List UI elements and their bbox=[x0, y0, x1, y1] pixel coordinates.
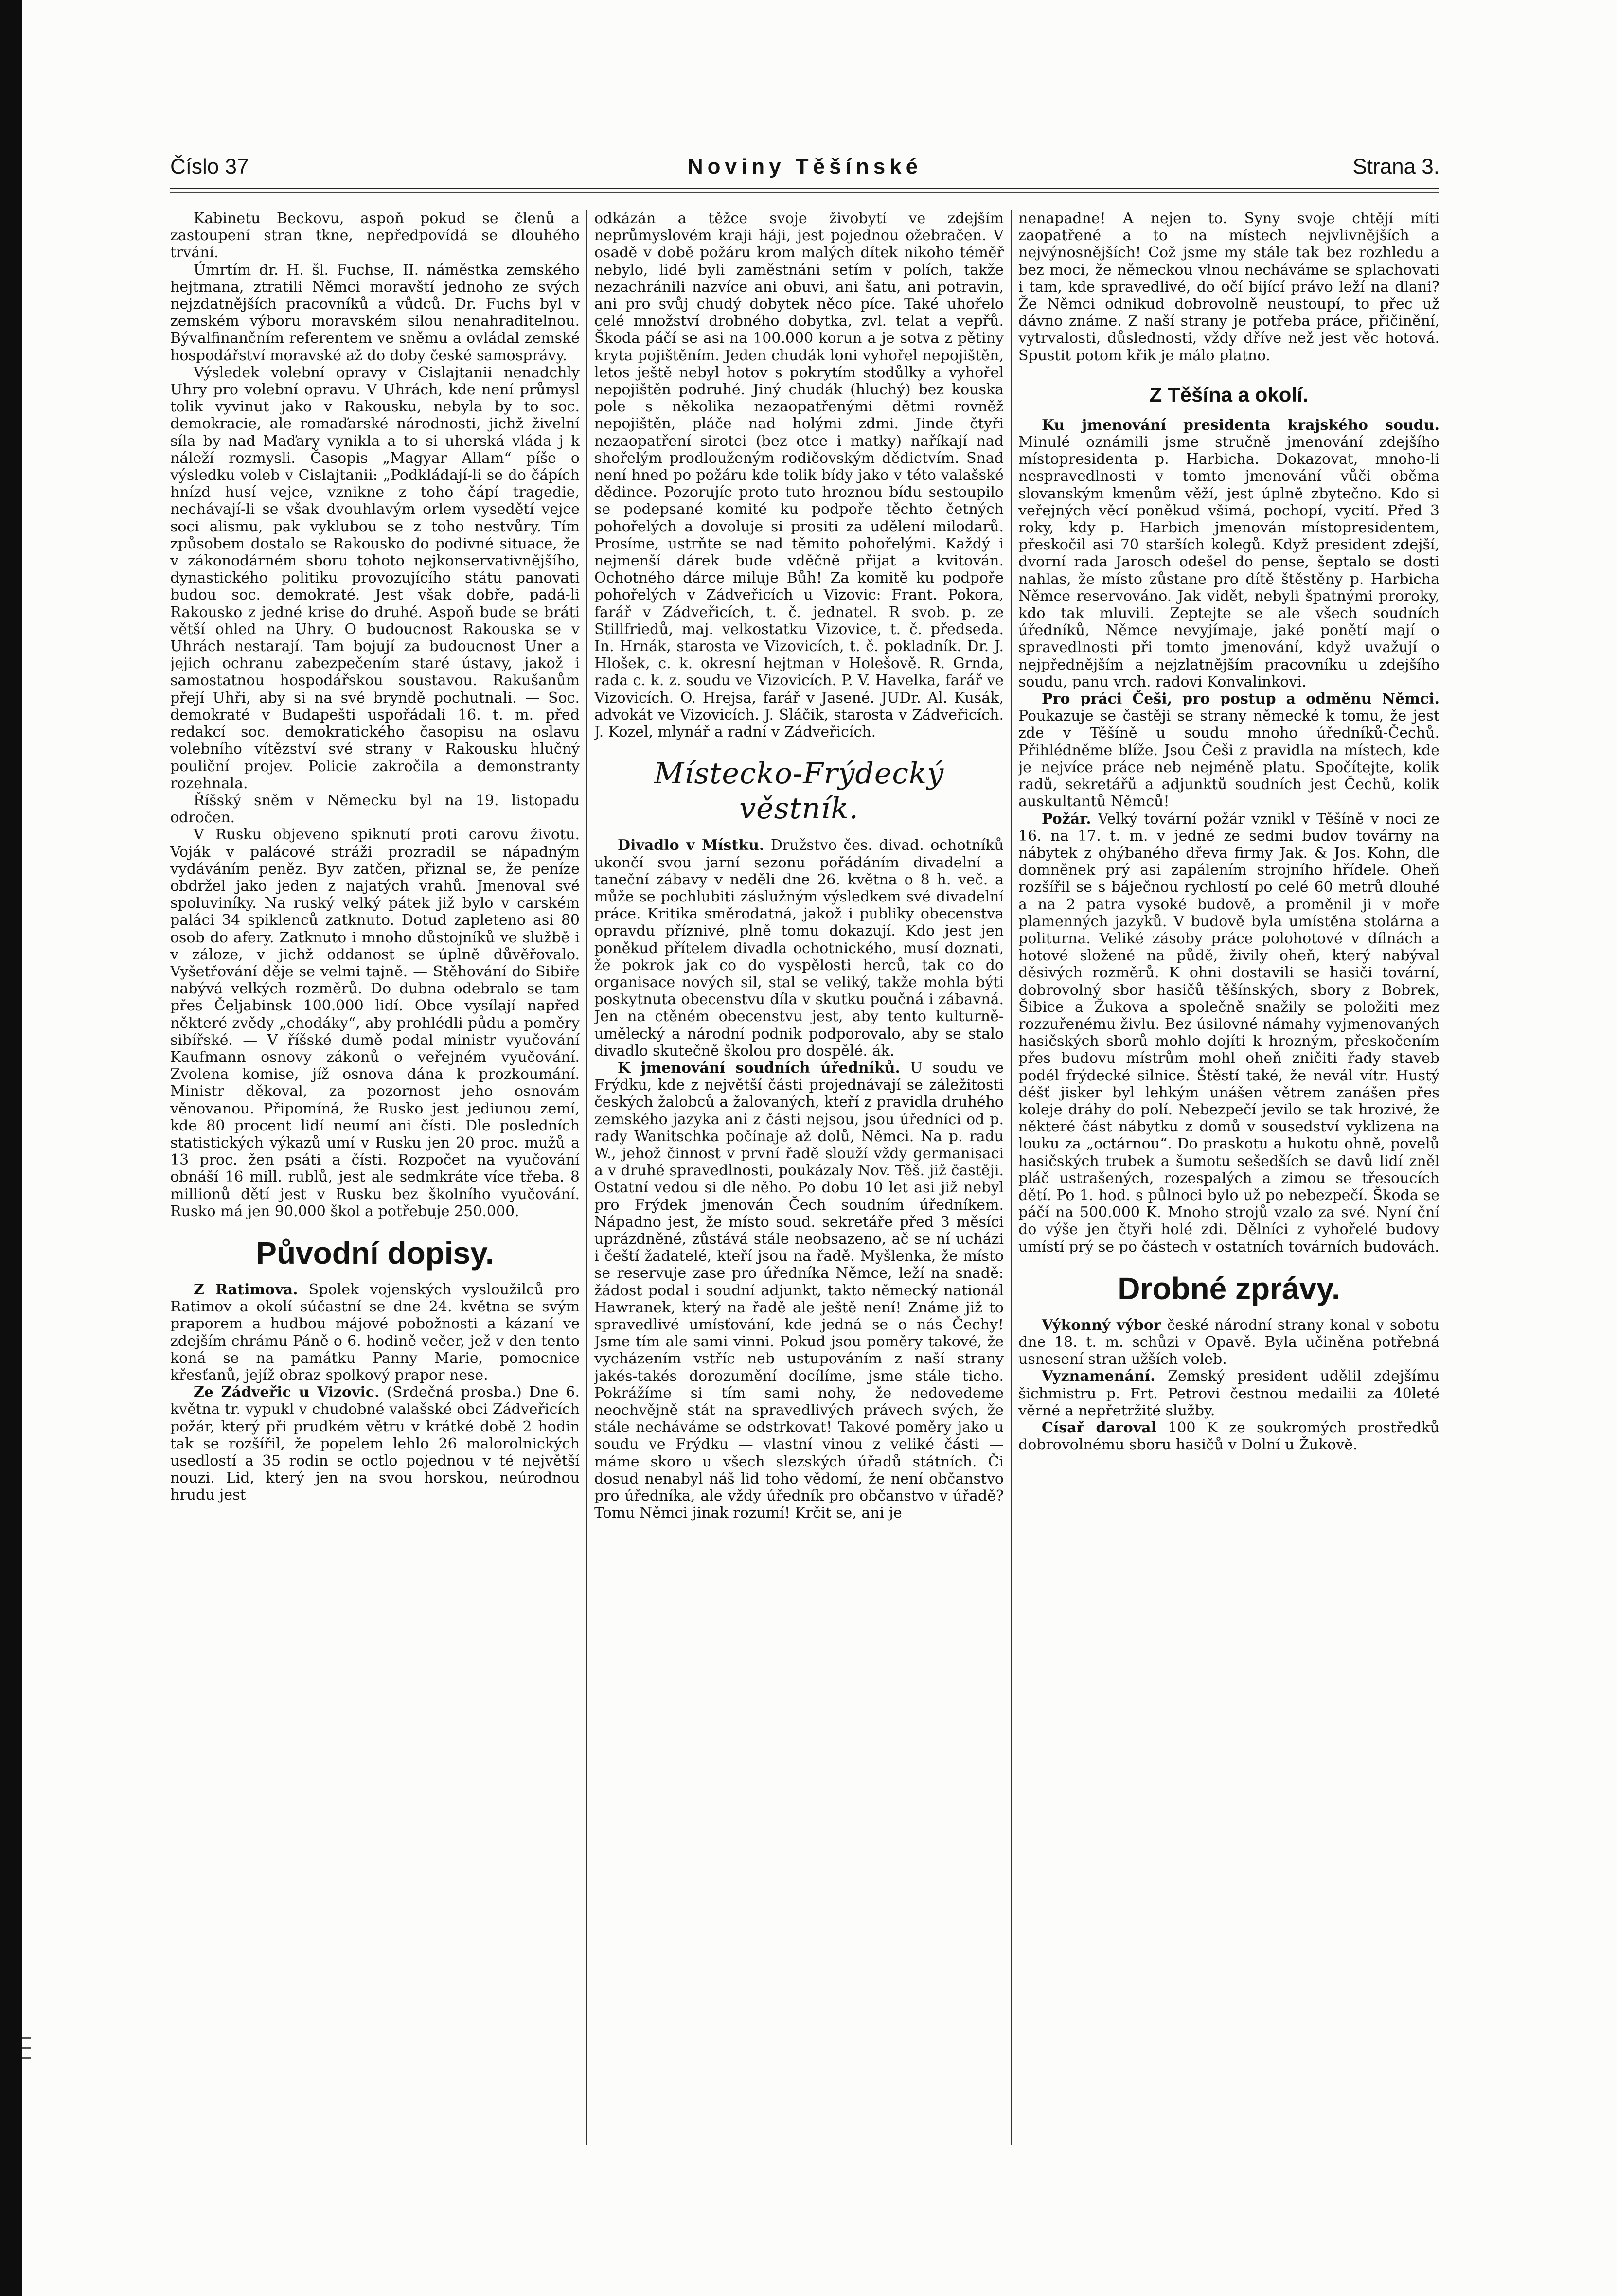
article-body: Minulé oznámili jsme stručně jmenování zdejšího místopresidenta p. Harbicha. Dokazovat, mnoho-li nespravedlnosti v tomto jmenování vůči oběma slovanským kmenům věží, jest úplně zbytečno. Kdo si veřejných věcí poněkud všimá, pochopí, vycití. Před 3 roky, kdy p. Harbich jmenován místopresidentem, přeskočil asi 70 starších kolegů. Když president zdejší, dvorní rada Jarosch odešel do pense, šeptalo se dosti nahlas, že místo zůstane pro dítě štěstěny p. Harbicha Němce reservováno. Jak vidět, nebyli špatnými proroky, kdo tak mluvili. Zeptejte se ale všech soudních úředníků, Němce nevyjímaje, jaké ponětí mají o spravedlnosti při tomto jmenování, když uvažují o nejpřednějším a nejzlatnějším pracovníku u zdejšího soudu, panu vrch. radovi Konvalinkovi. bbox=[1018, 434, 1439, 690]
column-2 bbox=[594, 210, 1004, 2155]
article-title: Ze Zádveřic u Vizovic. bbox=[194, 1384, 380, 1401]
article-ratimov bbox=[170, 1281, 580, 1384]
scan-tick bbox=[22, 2037, 31, 2039]
article-cisar bbox=[1018, 1419, 1439, 1453]
article-title: Císař daroval bbox=[1042, 1419, 1157, 1436]
scan-tick bbox=[22, 2057, 31, 2059]
article-title: Divadlo v Místku. bbox=[618, 837, 764, 854]
article-title: Ku jmenování presidenta krajského soudu. bbox=[1042, 416, 1439, 434]
page-header bbox=[170, 155, 1439, 184]
paragraph: Úmrtím dr. H. šl. Fuchse, II. náměstka zemského hejtmana, ztratili Němci moravští jednoho ze svých nejzdatnějších pracovníků a vůdců. Dr. Fuchs byl v zemském výboru moravském silou nenahraditelnou. Bývalfinančním referentem ve sněmu a ovládal zemské hospodářství moravské až do doby české samosprávy. bbox=[170, 261, 580, 364]
page-number: Strana 3. bbox=[1352, 155, 1439, 178]
article-body: Spolek vojenských vysloužilců pro Ratimov a okolí súčastní se dne 24. května se svým praporem a hudbou májové pobožnosti a kázaní ve zdejším chrámu Páně o 6. hodině večer, jež v den tento koná se na památku Panny Marie, pomocnice křesťanů, jejíž obraz spolkový prapor nese. bbox=[170, 1281, 580, 1384]
article-body: (Srdečná prosba.) Dne 6. května tr. vypukl v chudobné valašské obci Zádveřicích požár, který při prudkém větru v krátké době 2 hodin tak se rozšířil, že popelem lehlo 26 malorolnických usedlostí a 35 rodin se octlo pojednou v té největší nouzi. Lid, který jen na svou horskou, neúrodnou hrudu jest bbox=[170, 1384, 580, 1504]
column-divider bbox=[1011, 210, 1012, 2145]
paragraph: Výsledek volební opravy v Cislajtanii nenadchly Uhry pro volební opravu. V Uhrách, kde není průmysl tolik vyvinut jako v Rakousku, nebyla by to soc. demokracie, ale romaďarské národnosti, jichž živelní síla by nad Maďary vynikla a to si uherská vláda j k náleží rozmysli. Časopis „Magyar Allam“ píše o výsledku voleb v Cislajtanii: „Podkládají-li se do čápích hnízd husí vejce, vznikne z toho čápí tragedie, nechávají-li se však dvouhlavým orlem vysedětí vejce soci alismu, pak vyklubou se z toho nestvůry. Tím způsobem dostalo se Rakousko do podivné situace, že v zákonodárném sboru tohoto nejkonservativnějšího, dynastického politiku provozujícího státu panovati budou soc. demokraté. Jest však dobře, padá-li Rakousko z jedné krise do druhé. Aspoň bude se bráti větší ohled na Uhry. O budoucnost Rakouska se v Uhrách nestarají. Tam bojují za budoucnost Uner a jejich ochranu zabezpečením staré ústavy, jakož i samostatnou hospodářskou soustavou. Rakušanům přejí Uhři, aby si na své bryndě pochutnali. — Soc. demokraté v Budapešti uspořádali 16. t. m. před redakcí soc. demokratického časopisu na oslavu volebního vítězství své strany v Rakousku hlučný pouliční projev. Policie zakročila a demonstranty rozehnala. bbox=[170, 364, 580, 792]
article-zadverice bbox=[170, 1384, 580, 1503]
article-title: Vyznamenání. bbox=[1042, 1368, 1155, 1385]
article-title: K jmenování soudních úředníků. bbox=[618, 1059, 900, 1077]
article-president bbox=[1018, 417, 1439, 690]
article-title: Požár. bbox=[1042, 810, 1091, 828]
article-vyznamenani bbox=[1018, 1368, 1439, 1419]
article-cesi bbox=[1018, 690, 1439, 810]
article-signature: ák. bbox=[872, 1042, 895, 1060]
scan-tick bbox=[22, 2047, 31, 2049]
article-body: 100 K ze soukromých prostředků dobrovolnému sboru hasičů v Dolní u Žukově. bbox=[1018, 1419, 1439, 1454]
article-pozar bbox=[1018, 811, 1439, 1255]
article-body: Zemský president udělil zdejšímu šichmistru p. Frt. Petrovi čestnou medailii za 40leté věrné a nepřetržité služby. bbox=[1018, 1368, 1439, 1419]
scan-margin-bar bbox=[0, 0, 22, 2296]
paragraph: odkázán a těžce svoje živobytí ve zdejším neprůmyslovém kraji háji, jest pojednou ožebračen. V osadě v době požáru krom malých dítek nikoho téměř nebylo, lidé byli zaměstnáni setím v polích, takže nezachránili nazvíce ani obuvi, ani šatu, ani potravin, ani pro svůj chudý dobytek něco píce. Také uhořelo celé množství drobného dobytka, zvl. telat a vepřů. Škoda páčí se asi na 100.000 korun a je sotva z pětiny kryta pojištěním. Jeden chudák loni vyhořel nepojištěn, letos ještě nebyl hotov s pokrytím stodůlky a vyhořel nepojištěn podruhé. Jiný chudák (hluchý) bez kouska pole s několika nezaopatřenými dětmi rovněž nepojištěn, pláče nad holými zdmi. Jinde čtyři nezaopatření sirotci (bez otce i matky) naříkají nad shořelým prodlouženým rodičovským dědictvím. Snad není hned po požáru kde tolik bídy jako v této valašské dědince. Pozorujíc proto tuto hroznou bídu sestoupilo se podepsané komité ku podpoře těchto četných pohořelých a dovoluje si prositi za udělení milodarů. Prosíme, ustrňte se nad těmito pohořelými. Každý i nejmenší dárek bude vděčně přijat a kvitován. Ochotného dárce miluje Bůh! Za komitě ku podpoře pohořelých v Zádveřicích u Vizovic: Frant. Pokora, farář v Zádveřicích, t. č. jednatel. R svob. p. ze Stillfriedů, maj. velkostatku Vizovice, t. č. předseda. In. Hrnák, starosta ve Vizovicích, t. č. pokladník. Dr. J. Hlošek, c. k. okresní hejtman v Holešově. R. Grnda, rada c. k. z. soudu ve Vizovicích. P. V. Havelka, farář ve Vizovicích. O. Hrejsa, farář v Jasené. JUDr. Al. Kusák, advokát ve Vizovicích. J. Sláčik, starosta v Zádveřicích. J. Kozel, mlynář a radní v Zádveřicích. bbox=[594, 210, 1004, 741]
column-1 bbox=[170, 210, 580, 2155]
section-heading-drobne-zpravy: Drobné zprávy. bbox=[1118, 1271, 1340, 1306]
article-body: Poukazuje se častěji se strany německé k tomu, že jest zde v Těšíně u soudu mnoho úředníků-Čechů. Přihlédněme blíže. Jsou Češi z pravidla na místech, kde je nejvíce práce neb nejméně platu. Spočítejte, kolik radů, sekretářů a adjunktů soudních jest Čechů, kolik auskultantů Němců! bbox=[1018, 707, 1439, 811]
article-body: Družstvo čes. divad. ochotníků ukončí svou jarní sezonu pořádáním divadelní a taneční zábavy v neděli dne 26. května o 8 h. več. a může se pochlubiti záslužným výsledkem své divadelní práce. Kritika směrodatná, jakož i publiky obecenstva opravdu příznivé, plně tomu dokazují. Kdo jest jen poněkud přítelem divadla ochotnického, musí doznati, že pokrok jak co do vyspělosti herců, tak co do organisace nových sil, stal se veliký, takže mohla býti poskytnuta obecenstvu díla v skutku poučná i zábavná. Jen na ctěném obecenstvu jest, aby tento kulturně-umělecký a národní podnik podporovalo, aby se stalo divadlo skutečně školou pro dospělé. bbox=[594, 837, 1004, 1060]
article-title: Z Ratimova. bbox=[194, 1281, 298, 1298]
header-rule bbox=[170, 188, 1439, 193]
column-3 bbox=[1018, 210, 1439, 2155]
article-body: U soudu ve Frýdku, kde z největší části projednávají se záležitosti českých žalobců a žalovaných, kteří z pravidla druhého zemského jazyka ani z části nejsou, jsou úředníci od p. rady Wanitschka počínaje až dolů, Němci. Na p. radu W., jehož činnost v první řadě slouží vždy germanisaci a v druhé spravedlnosti, poukázaly Nov. Těš. již častěji. Ostatní vedou si dle něho. Po dobu 10 let asi již nebyl pro Frýdek jmenován Čech soudním úředníkem. Nápadno jest, že místo soud. sekretáře před 3 měsíci uprázdněné, zůstává stále neobsazeno, ač se ní ucházi i čeští žadatelé, kteří jsou na řadě. Myšlenka, že místo se reservuje zase pro úředníka Němce, leží na snadě: žádost podal i soudní adjunkt, takto německý nationál Hawranek, který na řadě ale ještě není! Známe již to spravedlivé umísťování, kde jedná se o nás Čechy! Jsme tím ale sami vinni. Pokud jsou poměry takové, že vycházením vstříc neb ustupováním z naší strany jakés-takés dorozumění docílíme, jsme stále ticho. Pokrážíme si tím sami nohy, že nedovedeme neochvějně stát na spravedlivých právech svých, že stále necháváme se odstrkovat! Takové poměry jako u soudu ve Frýdku — vlastní vinou z veliké části — máme skoro u všech slezských úřadů státních. Či dosud nenabyl náš lid toho vědomí, že není občanstvo pro úředníka, ale vždy úředník pro občanstvo v úřadě? Tomu Němci jinak rozumí! Krčit se, ani je bbox=[594, 1059, 1004, 1522]
newspaper-title: Noviny Těšínské bbox=[687, 155, 923, 178]
article-body: Velký tovární požár vznikl v Těšíně v noci ze 16. na 17. t. m. v jedné ze sedmi budov továrny na nábytek z ohýbaného dřeva firmy Jak. & Jos. Kohn, dle domněnek prý asi zapálením strojního hřídele. Oheň rozšířil se s báječnou rychlostí po celé 60 metrů dlouhé a na 2 patra vysoké budově, a proměnil ji v moře plamenných jazyků. V budově byla umístěna stolárna a politurna. Veliké zásoby práce polohotové v dílnách a hotové složené na půdě, živily oheň, který nabýval děsivých rozměrů. K ohni dostavili se hasiči tovární, dobrovolný sbor hasičů těšínských, sbory z Bobrek, Šibice a Žukova a společně snažily se položiti mez rozzuřenému živlu. Bez úsilovné námahy vyjmenovaných hasičských sborů mohlo dojíti k hrozným, přeskočením přes budovu místrům mohl oheň zničiti řady staveb podél frýdecké silnice. Štěstí také, že nevál vítr. Hustý déšť jisker byl lehkým unášen větrem zanášen přes koleje dráhy do polí. Nebezpečí jevilo se tak hrozivé, že některé část nábytku z domů v sousedství vyklizena na louku za „octárnou“. Do praskotu a hukotu ohně, povelů hasičských trubek a šumotu sešedších se davů lidí zněl pláč ustrašených, rozespalých a zimou se třesoucích dětí. Po 1. hod. s půlnoci bylo už po nebezpečí. Škoda se páčí na 500.000 K. Mnoho strojů vzalo za své. Nyní ční do výše jen čtyři holé zdi. Dělníci z vyhořelé budovy umístí prý se po částech v ostatních továrních budovách. bbox=[1018, 810, 1439, 1255]
article-body: české národní strany konal v sobotu dne 18. t. m. schůzi v Opavě. Byla učiněna potřebná usnesení stran užších voleb. bbox=[1018, 1316, 1439, 1368]
article-jmenovani-urednik bbox=[594, 1060, 1004, 1521]
paragraph: V Rusku objeveno spiknutí proti carovu životu. Voják v palácové stráži prozradil se nápadným vydáváním peněz. Byv zatčen, přiznal se, že peníze obdržel jako jeden z najatých vrahů. Jmenoval své spoluviníky. Na ruský velký pátek již bylo v carském paláci 34 spiklenců zatknuto. Dotud zapleteno asi 80 osob do afery. Zatknuto i mnoho důstojníků ve službě i v záloze, v jichž oddanost se úplně důvěřovalo. Vyšetřování děje se velmi tajně. — Stěhování do Sibiře nabývá velkých rozměrů. Do dubna odebralo se tam přes Čeljabinsk 100.000 lidí. Obce vysílají napřed některé zvědy „chodáky“, aby prohlédli půdu a poměry sibířské. — V říšské dumě podal ministr vyučování Kaufmann osnovy zákonů o veřejném vyučování. Zvolena komise, jíž osnova dána k prozkoumání. Ministr děkoval, za pozornost jeho osnovám věnovanou. Připomíná, že Rusko jest jediunou zemí, kde 80 procent lidí neumí ani čísti. Dle posledních statistických výkazů umí v Rusku jen 20 proc. mužů a 13 proc. žen psáti a čísti. Rozpočet na vyučování obnáší 16 mill. rublů, jest ale sedmkráte více třeba. 8 millionů dětí jest v Rusku bez školního vyučování. Rusko má jen 90.000 škol a potřebuje 250.000. bbox=[170, 826, 580, 1220]
article-title: Výkonný výbor bbox=[1042, 1316, 1161, 1334]
article-title: Pro práci Češi, pro postup a odměnu Němci. bbox=[1042, 690, 1439, 708]
section-heading-tesin: Z Těšína a okolí. bbox=[1149, 383, 1309, 406]
article-divadlo bbox=[594, 837, 1004, 1060]
section-heading-puvodni-dopisy: Původní dopisy. bbox=[256, 1235, 494, 1271]
column-divider bbox=[586, 210, 587, 2145]
article-vybor bbox=[1018, 1317, 1439, 1368]
issue-number: Číslo 37 bbox=[170, 155, 249, 178]
paragraph: nenapadne! A nejen to. Syny svoje chtějí míti zaopatřené a to na místech nejvlivnějších a nejvýnosnějších! Což jsme my stále tak bez rozhledu a bez moci, že německou vlnou necháváme se splachovati i tam, kde spravedlivé, do očí bijící právo leží na dlani? Že Němci odnikud dobrovolně neustoupí, to přec už dávno známe. Z naší strany je potřeba práce, přičinění, vytrvalosti, důslednosti, vždy dříve než jest věc hotová. Spustit potom křik je málo platno. bbox=[1018, 210, 1439, 364]
paragraph: Kabinetu Beckovu, aspoň pokud se členů a zastoupení stran tkne, nepředpovídá se dlouhého trvání. bbox=[170, 210, 580, 262]
paragraph: Říšský sněm v Německu byl na 19. listopadu odročen. bbox=[170, 792, 580, 827]
section-heading-mistecko-frydecky: Místecko-Frýdecký věstník. bbox=[654, 757, 944, 826]
